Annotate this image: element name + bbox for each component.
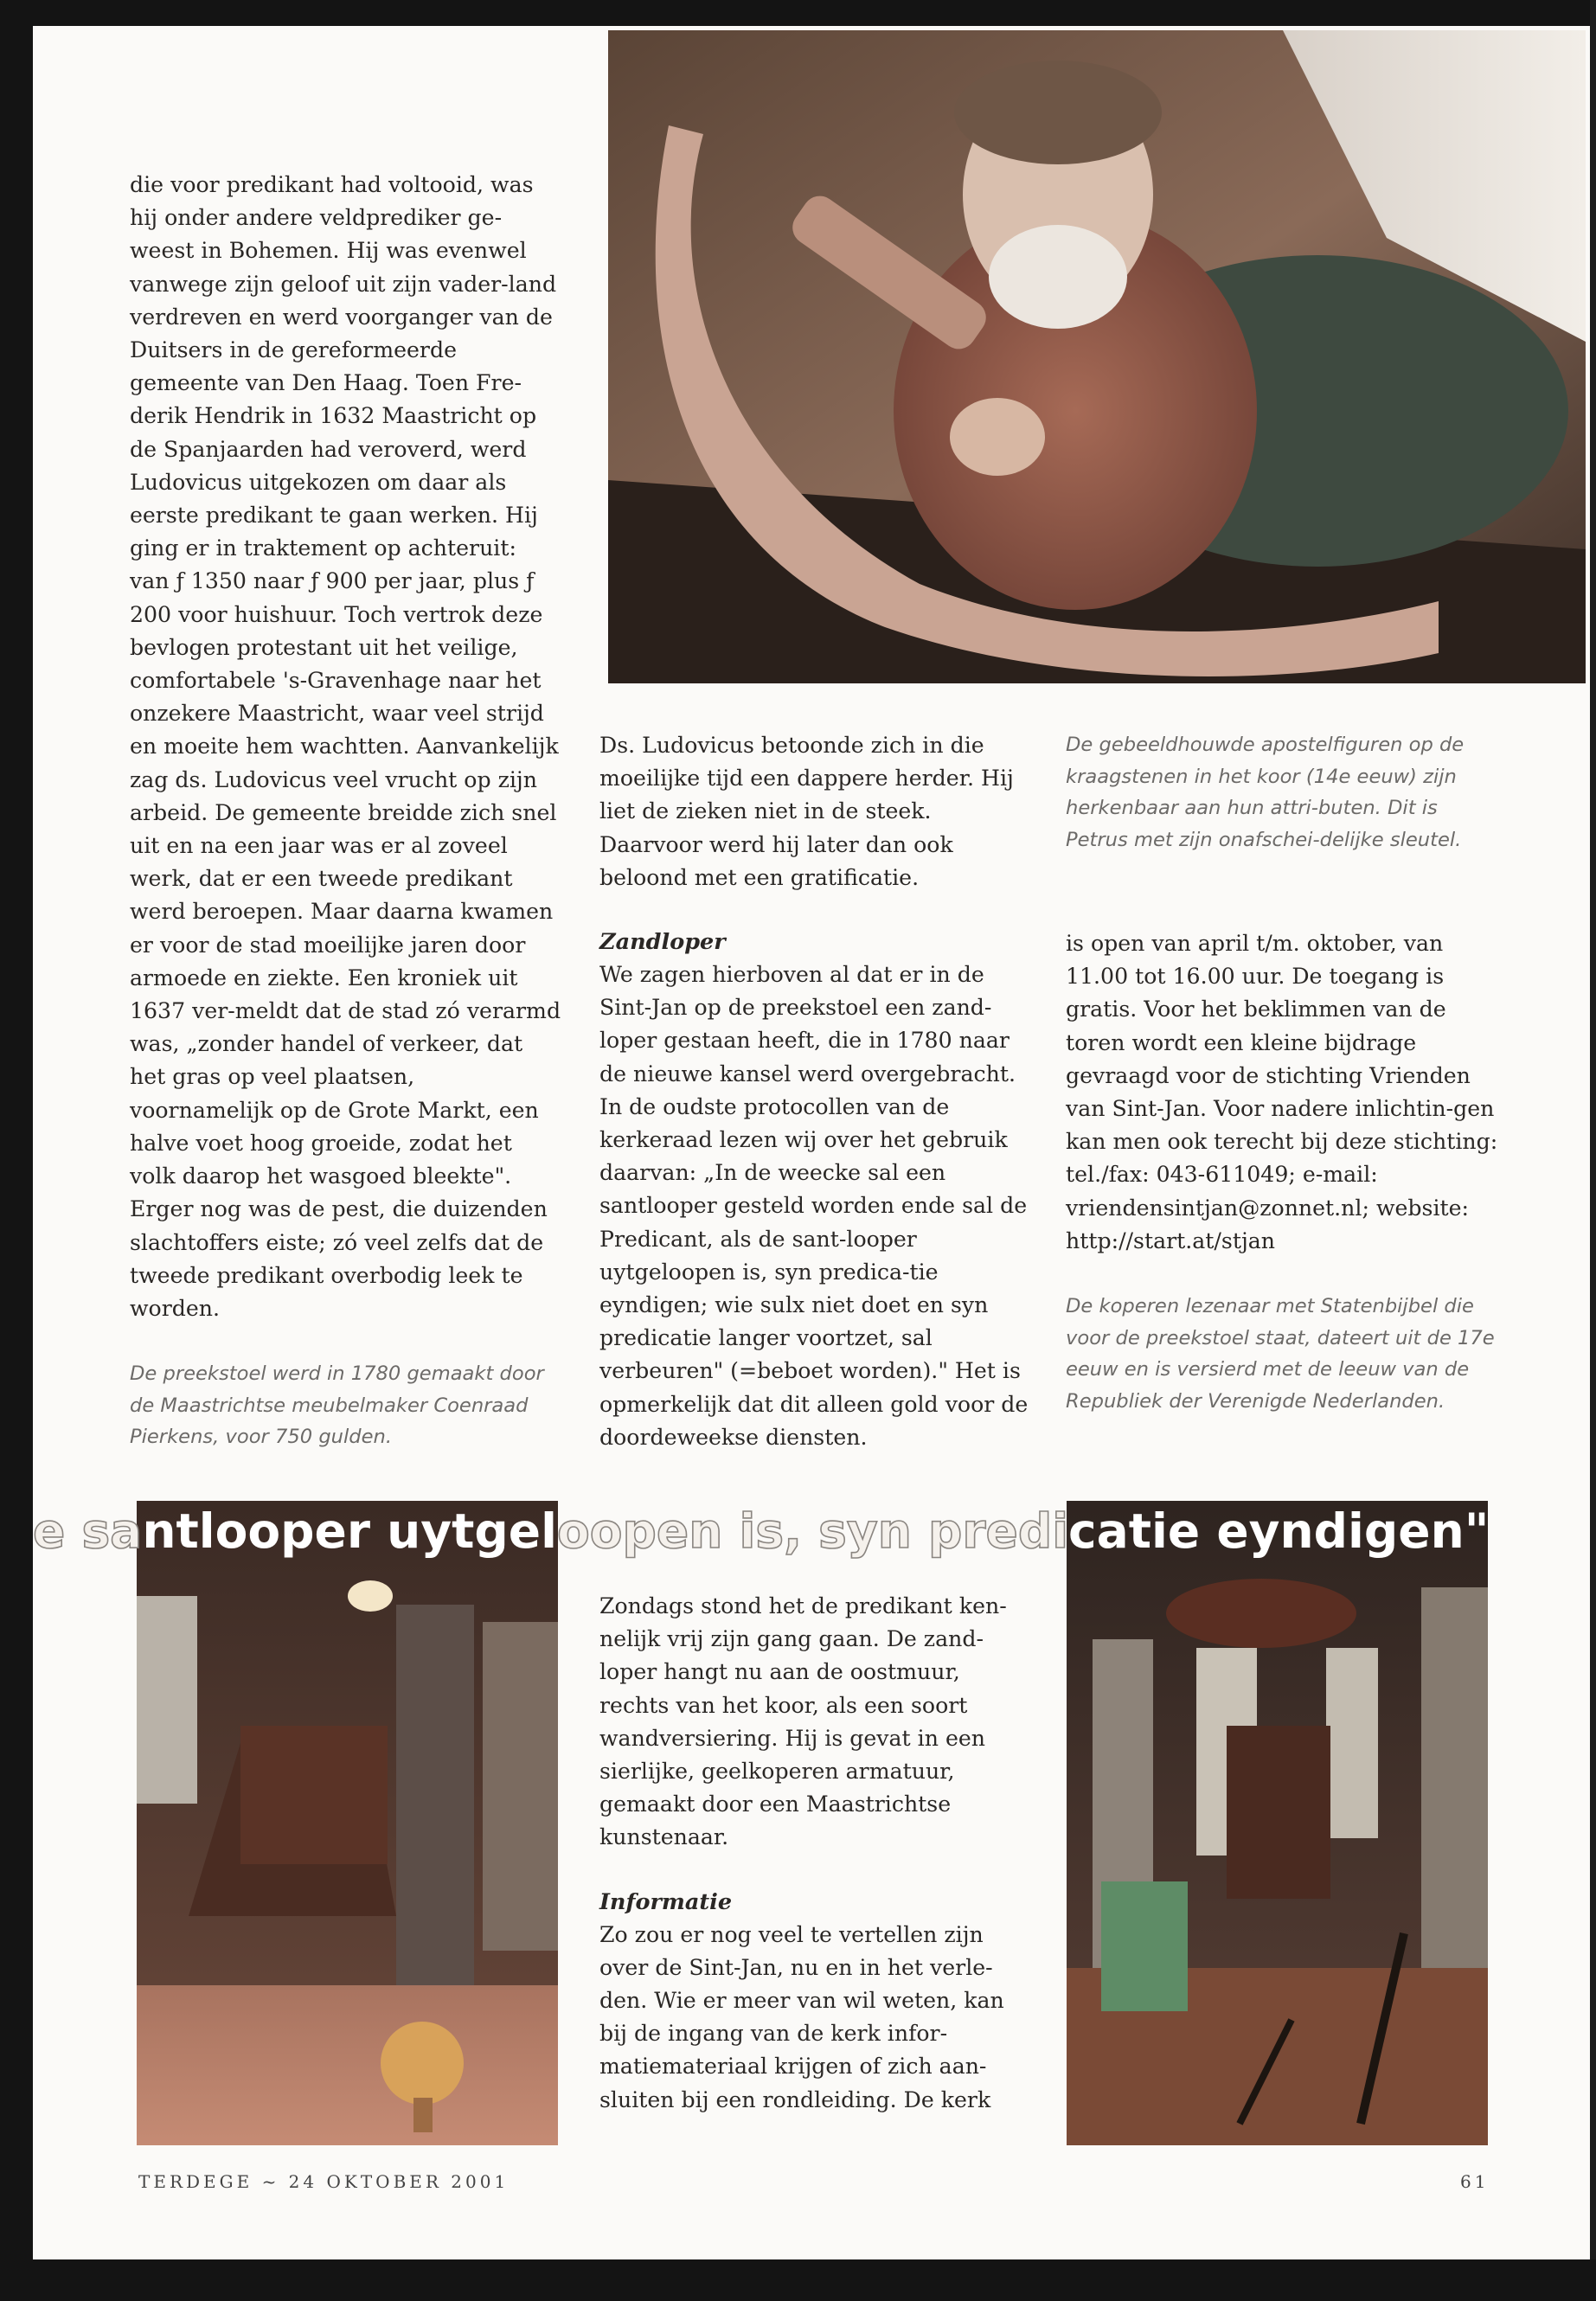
column-3-text: is open van april t/m. oktober, van 11.00 tot 16.00 uur. De toegang is gratis. Voor het beklimmen van de toren wordt een kleine bijdrage gevraagd voor de stichting Vrienden van Sint-Jan. Voor nadere inlichtin-gen kan men ook terecht bij deze stichting: tel./fax: 043-611049; e-mail: vriendensintjan@zonnet.nl; website: http://start.at/stjan	[1066, 931, 1498, 1253]
pull-quote-middle: oopen is, syn predi	[556, 1503, 1069, 1559]
pull-quote-part-2: catie eyndigen"	[1068, 1503, 1490, 1559]
column-3	[1066, 927, 1498, 1258]
caption-lezenaar: De koperen lezenaar met Statenbijbel die voor de preekstoel staat, dateert uit de 17e eeuw en is versierd met de leeuw van de Republiek der Verenigde Nederlanden.	[1066, 1295, 1495, 1413]
column-2-sunday-text: Zondags stond het de predikant ken-nelijk vrij zijn gang gaan. De zand-loper hangt nu aan de oostmuur, rechts van het koor, als een soort wandversiering. Hij is gevat in een sierlijke, geelkoperen armatuur, gemaakt door een Maastrichtse kunstenaar.	[599, 1593, 1007, 1850]
scan-border-right	[1590, 0, 1596, 2301]
caption-pulpit: De preekstoel werd in 1780 gemaakt door de Maastrichtse meubelmaker Coenraad Pierkens, voor 750 gulden.	[130, 1362, 544, 1448]
photo-pulpit-interior	[137, 1501, 558, 2145]
column-2-top	[599, 729, 1032, 1454]
scan-border-left	[0, 0, 33, 2301]
column-2-bottom	[599, 1590, 1032, 2117]
footer-publication: TERDEGE ~ 24 OKTOBER 2001	[138, 2171, 510, 2192]
scan-border-bottom	[0, 2259, 1596, 2301]
column-2-intro: Ds. Ludovicus betoonde zich in die moeilijke tijd een dappere herder. Hij liet de zieken niet in de steek. Daarvoor werd hij later dan ook beloond met een gratificatie.	[599, 733, 1014, 890]
pull-quote	[33, 1501, 1495, 1561]
column-1-text: die voor predikant had voltooid, was hij onder andere veldprediker ge-weest in Bohemen. Hij was evenwel vanwege zijn geloof uit zijn vader-land verdreven en werd voorganger van de Duitsers in de gereformeerde gemeente van Den Haag. Toen Fre-derik Hendrik in 1632 Maastricht op de Spanjaarden had veroverd, werd Ludovicus uitgekozen om daar als eerste predikant te gaan werken. Hij ging er in traktement op achteruit: van ƒ 1350 naar ƒ 900 per jaar, plus ƒ 200 voor huishuur. Toch vertrok deze bevlogen protestant uit het veilige, comfortabele 's-Gravenhage naar het onzekere Maastricht, waar veel strijd en moeite hem wachtten. Aanvankelijk zag ds. Ludovicus veel vrucht op zijn arbeid. De gemeente breidde zich snel uit en na een jaar was er al zoveel werk, dat er een tweede predikant werd beroepen. Maar daarna kwamen er voor de stad moeilijke jaren door armoede en ziekte. Een kroniek uit 1637 ver-meldt dat de stad zó verarmd was, „zonder handel of verkeer, dat het gras op veel plaatsen, voornamelijk op de Grote Markt, een halve voet hoog groeide, zodat het volk daarop het wasgoed bleekte". Erger nog was de pest, die duizenden slachtoffers eiste; zó veel zelfs dat de tweede predikant overbodig leek te worden.	[130, 172, 561, 1321]
footer-page-number: 61	[1460, 2171, 1490, 2192]
pull-quote-lead: e sa	[33, 1503, 143, 1559]
heading-zandloper: Zandloper	[599, 929, 726, 956]
photo-petrus-sculpture	[608, 30, 1586, 683]
caption-petrus: De gebeeldhouwde apostelfiguren op de kraagstenen in het koor (14e eeuw) zijn herkenbaar aan hun attri-buten. Dit is Petrus met zijn onafschei-delijke sleutel.	[1066, 734, 1465, 851]
pull-quote-part-1: ntlooper uytgel	[142, 1503, 557, 1559]
column-2-zandloper-text: We zagen hierboven al dat er in de Sint-Jan op de preekstoel een zand-loper gestaan heeft, die in 1780 naar de nieuwe kansel werd overgebracht. In de oudste protocollen van de kerkeraad lezen wij over het gebruik daarvan: „In de weecke sal een santlooper gesteld worden ende sal de Predicant, als de sant-looper uytgeloopen is, syn predica-tie eyndigen; wie sulx niet doet en syn predicatie langer voortzet, sal verbeuren" (=beboet worden)." Het is opmerkelijk dat dit alleen gold voor de doordeweekse diensten.	[599, 962, 1029, 1450]
heading-informatie: Informatie	[599, 1888, 733, 1915]
photo-choir-lectern	[1067, 1501, 1488, 2145]
column-1	[130, 169, 562, 1325]
scan-border-top	[0, 0, 1596, 26]
column-2-informatie-text: Zo zou er nog veel te vertellen zijn over de Sint-Jan, nu en in het verle-den. Wie er meer van wil weten, kan bij de ingang van de kerk infor-matiemateriaal krijgen of zich aan-sluiten bij een rondleiding. De kerk	[599, 1921, 1004, 2112]
